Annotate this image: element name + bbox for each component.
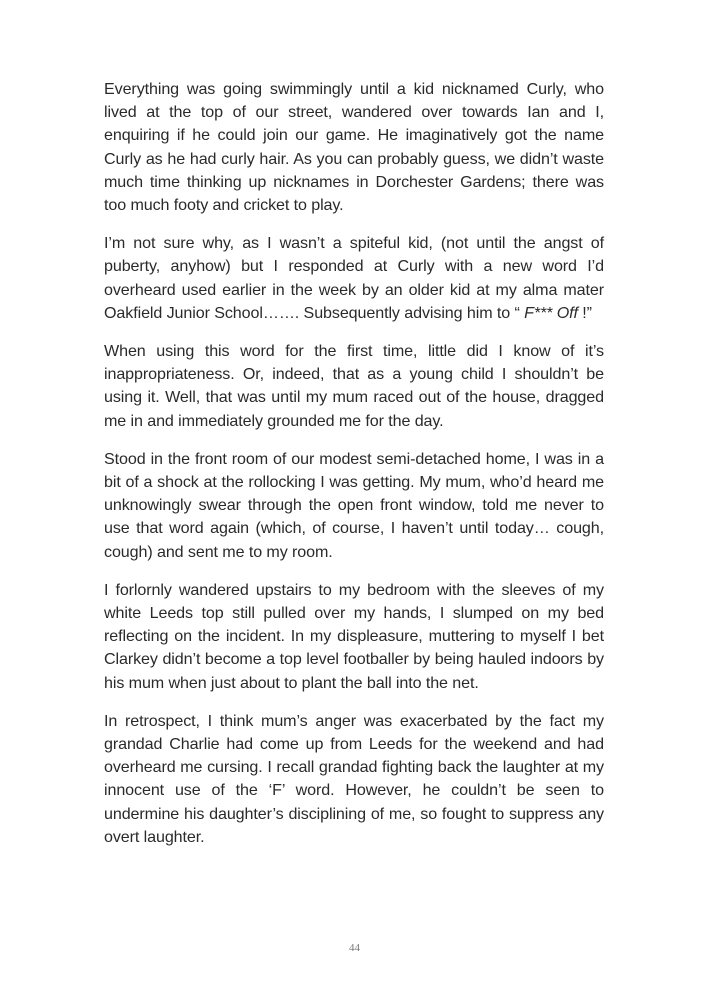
- paragraph-5: I forlornly wandered upstairs to my bedroom with the sleeves of my white Leeds top still pulled over my hands, I slumped on my bed reflecting on the incident. In my displeasure, muttering to myself I bet Clarkey didn’t become a top level footballer by being hauled indoors by his mum when just about to plant the ball into the net.: [104, 580, 604, 692]
- paragraph-3: When using this word for the first time, little did I know of it’s inappropriateness. Or, indeed, that as a young child I shouldn’t be using it. Well, that was until my mum raced out of the house, dragged me in and immediately grounded me for the day.: [104, 342, 604, 430]
- paragraph-2-tail: !”: [577, 303, 592, 322]
- paragraph-6: In retrospect, I think mum’s anger was exacerbated by the fact my grandad Charlie had come up from Leeds for the weekend and had overheard me cursing. I recall grandad fighting back the laughter at my innocent use of the ‘F’ word. However, he couldn’t be seen to undermine his daughter’s disciplining of me, so fought to suppress any overt laughter.: [104, 711, 604, 846]
- paragraph-2-lead: I’m not sure why, as I wasn’t a spiteful kid, (not until the angst of puberty, anyhow) but I responded at Curly with a new word I’d overheard used earlier in the week by an older kid at my alma mater Oakfield Junior School……. Subsequently advising him to “: [104, 234, 604, 322]
- paragraph-4: Stood in the front room of our modest semi-detached home, I was in a bit of a shock at the rollocking I was getting. My mum, who’d heard me unknowingly swear through the open front window, told me never to use that word again (which, of course, I haven’t until today… cough, cough) and sent me to my room.: [104, 449, 604, 561]
- page-number: 44: [349, 942, 360, 954]
- paragraph-1: Everything was going swimmingly until a kid nicknamed Curly, who lived at the top of our street, wandered over towards Ian and I, enquiring if he could join our game. He imaginatively got the name Curly as he had curly hair. As you can probably guess, we didn’t waste much time thinking up nicknames in Dorchester Gardens; there was too much footy and cricket to play.: [104, 80, 604, 215]
- page-body: [104, 78, 604, 864]
- paragraph-2-quote: F*** Off: [524, 303, 578, 322]
- paragraph-2: [104, 232, 604, 325]
